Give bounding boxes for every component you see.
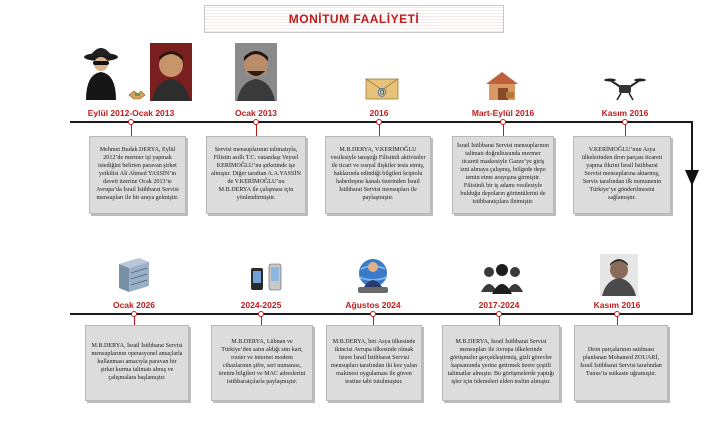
connector-line [617, 316, 618, 325]
handshake-icon [128, 88, 146, 100]
date-label: Ağustos 2024 [345, 300, 401, 310]
email-icon [365, 78, 399, 100]
event-text: M.B.DERYA, V.KERİMOĞLU vesilesiyle tanıştığı Filistinli aktivistler ile ticari ve sosyal ilişkiler tesis etmiş, haklarında edindiği bilgileri kriptolu haberleşme kanalı üzerinden İsrail İstihbarat Servisi mensupları ile paylaşmıştır. [330, 147, 426, 201]
event-box [326, 325, 422, 401]
event-box [573, 136, 671, 214]
event-box [442, 325, 560, 401]
event-text: Mehmet Budak DERYA, Eylül 2012’de mermer işi yapmak istediğini belirten paravan şirket yetkilisi Ali Ahmed YASSİN’in daveti üzerine Ocak 2013’te Avrupa’da İsrail İstihbarat Servisi mensupları ile bir araya gelmiştir. [96, 147, 179, 201]
connector-line [499, 316, 500, 325]
event-text: Servisi mensuplarının talimatıyla, Filistin asıllı T.C. vatandaşı Veysel KERİMOĞLU’nu şirketinde işe almıştır. Diğer taraftan A.A.YASSİN de V.KERİMOĞLU’nu M.B.DERYA ile çalışması için yönlendirmiştir. [211, 147, 301, 201]
connector-line [503, 124, 504, 136]
connector-line [256, 124, 257, 136]
user-network-icon [352, 257, 394, 295]
event-text: İsrail İstihbarat Servisi mensuplarının talimatı doğrultusunda mermer ticareti maskesiyle Gazze’ye giriş izni almaya çalışmış, bölgede depo temin etme arayışına girmiştir. Filistinli bir iş adamı vesilesiyle bulduğu depoların görüntülerini de istihbaratçılara iletmiştir. [457, 143, 549, 205]
date-label: Kasım 2016 [601, 108, 649, 118]
page-title: MONİTUM FAALİYETİ [204, 5, 504, 33]
svg-text:@: @ [377, 87, 387, 98]
phone-icon [249, 262, 289, 294]
drone-icon [604, 76, 646, 102]
connector-line [625, 124, 626, 136]
event-box [85, 325, 189, 401]
date-label: 2017-2024 [478, 300, 520, 310]
event-text: V.KERİMOĞLU’nun Asya ülkelerinden dron parçası ticareti yapma fikrini İsrail İstihbarat Servisi mensuplarına aktarmış, Servis tarafından ilk numunenin Türkiye’ye gönderilmesini sağlamıştır. [581, 147, 663, 201]
event-text: Dron parçalarının satılması planlanan Mohamed ZOUARİ, İsrail İstihbarat Servisi tarafından Tunus’ta suikaste uğramıştır. [580, 347, 662, 377]
timeline-bottom-line [70, 313, 693, 315]
date-label: Ocak 2013 [234, 108, 278, 118]
event-box [206, 136, 306, 214]
person-photo-icon [600, 254, 638, 296]
connector-line [134, 316, 135, 325]
group-icon [480, 262, 524, 294]
date-label: 2024-2025 [240, 300, 282, 310]
event-box [452, 136, 554, 214]
person-photo-icon [235, 43, 277, 101]
event-box [325, 136, 431, 214]
event-text: M.B.DERYA, İsrail İstihbarat Servisi mensupları ile Avrupa ülkelerinde görüşmeler gerçekleştirmiş, gizli görevler kapsamında yerine getirmek üzere çeşitli talimatlar almıştır. Bu görüşmelerde yaptığı işler için ödemeleri elden teslim almıştır. [447, 339, 555, 385]
date-label: Ocak 2026 [112, 300, 156, 310]
date-label: Mart-Eylül 2016 [471, 108, 535, 118]
warehouse-icon [484, 70, 520, 102]
event-text: M.B.DERYA, Lübnan ve Türkiye’den satın aldığı sim kart, router ve internet modem cihazlarının şifre, seri numarası, üretim bilgileri ve MAC adreslerini istihbaratçılarla paylaşmıştır. [218, 339, 306, 385]
date-label: 2016 [369, 108, 389, 118]
event-text: M.B.DERYA, İsrail İstihbarat Servisi mensuplarının operasyonel amaçlarla kullanması amacıyla paravan bir şirket kurma talimatı almış ve çalışmalara başlamıştır. [91, 343, 183, 381]
date-label: Eylül 2012-Ocak 2013 [87, 108, 175, 118]
spy-icon [82, 44, 120, 102]
connector-line [379, 124, 380, 136]
arrow-down-icon [683, 168, 701, 188]
event-box [89, 136, 186, 214]
event-text: M.B.DERYA, biri Asya ülkesinde ikincisi Avrupa ülkesinde olmak üzere İsrail İstihbarat Servisi mensupları tarafından iki kez yalan makinesi uygulaması ile güven testine tabi tutulmuştur. [331, 339, 417, 385]
person-photo-icon [150, 43, 192, 101]
connector-line [373, 316, 374, 325]
connector-line [131, 124, 132, 136]
event-box [574, 325, 668, 401]
connector-line [261, 316, 262, 325]
timeline-right-line [691, 121, 693, 315]
date-label: Kasım 2016 [593, 300, 641, 310]
server-icon [117, 256, 151, 294]
event-box [211, 325, 313, 401]
